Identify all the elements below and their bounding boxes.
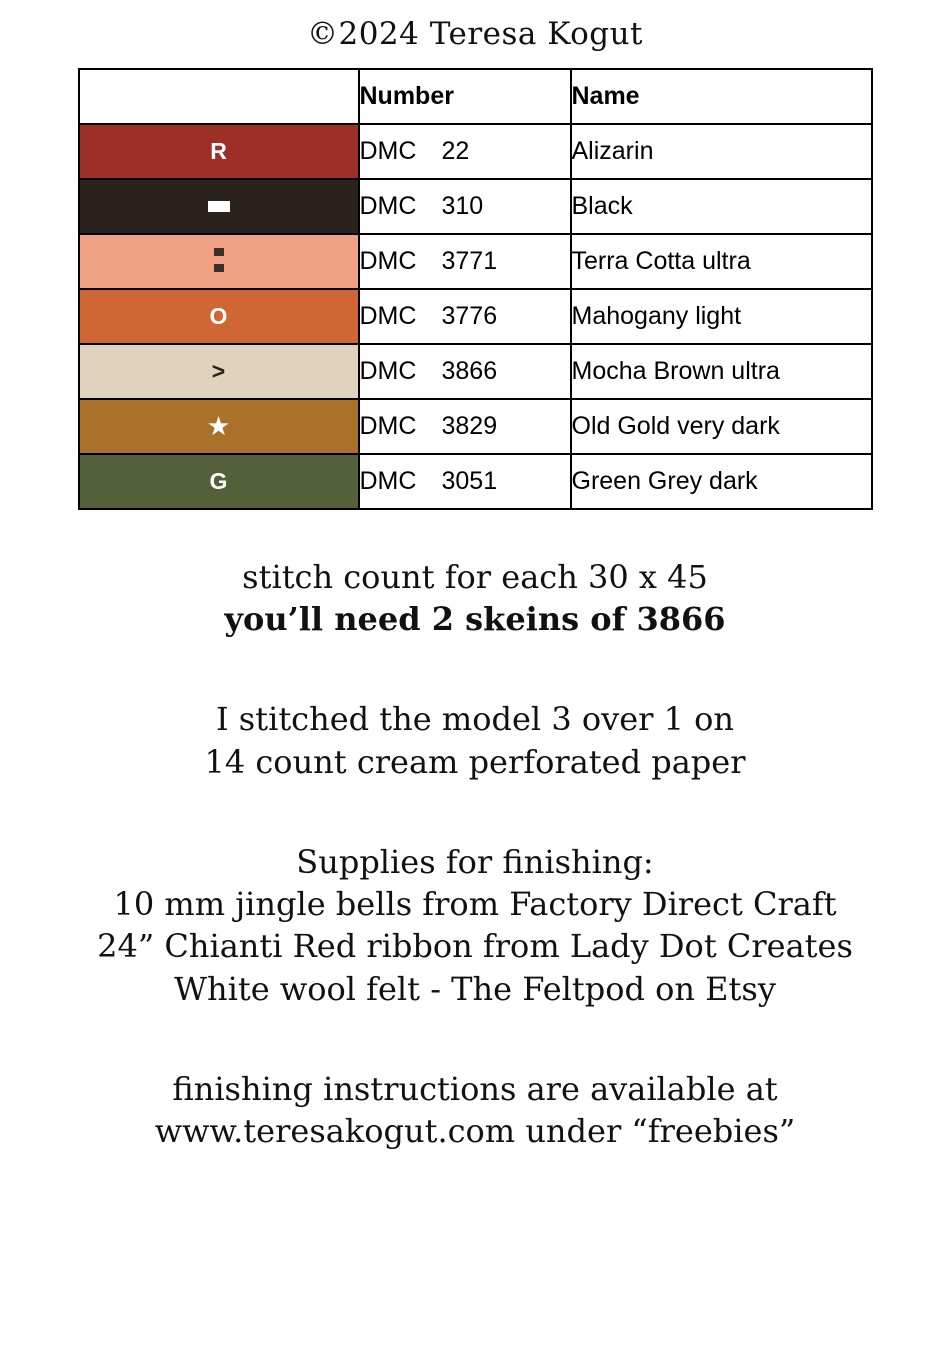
model-line-1: I stitched the model 3 over 1 on xyxy=(215,700,734,739)
floss-number-cell xyxy=(359,234,571,289)
floss-number: 3866 xyxy=(441,357,498,385)
symbol-glyph: ★ xyxy=(208,413,229,439)
stitch-count-line: stitch count for each 30 x 45 xyxy=(242,558,708,596)
table-row xyxy=(79,454,872,509)
color-swatch-cell xyxy=(79,344,359,399)
floss-number: 3776 xyxy=(441,302,498,330)
stitch-count-block xyxy=(0,556,950,640)
table-row xyxy=(79,289,872,344)
floss-number-cell xyxy=(359,344,571,399)
table-row xyxy=(79,179,872,234)
color-swatch-cell xyxy=(79,179,359,234)
floss-number: 3829 xyxy=(441,412,498,440)
supplies-line-2: 24” Chianti Red ribbon from Lady Dot Creates xyxy=(97,927,853,966)
table-row xyxy=(79,399,872,454)
color-swatch-cell xyxy=(79,454,359,509)
floss-name-cell: Terra Cotta ultra xyxy=(571,234,872,289)
color-swatch-cell xyxy=(79,289,359,344)
floss-number: 22 xyxy=(441,137,470,165)
symbol-colon-icon xyxy=(214,248,224,272)
floss-brand: DMC xyxy=(359,302,417,330)
color-swatch-cell xyxy=(79,399,359,454)
floss-brand: DMC xyxy=(359,357,417,385)
model-block xyxy=(0,698,950,782)
floss-legend-table-wrapper xyxy=(78,68,873,510)
finishing-block xyxy=(0,1068,950,1152)
table-row xyxy=(79,124,872,179)
supplies-heading: Supplies for finishing: xyxy=(296,842,654,881)
finishing-line-1: finishing instructions are available at xyxy=(172,1069,778,1108)
floss-number: 3051 xyxy=(441,467,498,495)
floss-number: 310 xyxy=(441,192,484,220)
table-header-row xyxy=(79,69,872,124)
skeins-line: you’ll need 2 skeins of 3866 xyxy=(224,600,726,639)
symbol-glyph: O xyxy=(209,303,228,329)
symbol-rectangle-icon xyxy=(208,201,230,212)
floss-number-cell xyxy=(359,289,571,344)
floss-name-cell: Black xyxy=(571,179,872,234)
supplies-block xyxy=(0,841,950,1010)
floss-number-cell xyxy=(359,454,571,509)
floss-name-cell: Alizarin xyxy=(571,124,872,179)
floss-number-cell xyxy=(359,124,571,179)
floss-brand: DMC xyxy=(359,247,417,275)
floss-number-cell xyxy=(359,179,571,234)
copyright-notice: ©2024 Teresa Kogut xyxy=(306,16,644,52)
floss-name-cell: Old Gold very dark xyxy=(571,399,872,454)
floss-number: 3771 xyxy=(441,247,498,275)
floss-name-cell: Mocha Brown ultra xyxy=(571,344,872,399)
header-number: Number xyxy=(359,69,571,124)
color-swatch-cell xyxy=(79,234,359,289)
supplies-line-3: White wool felt - The Feltpod on Etsy xyxy=(174,969,776,1008)
table-row xyxy=(79,234,872,289)
floss-legend-table xyxy=(78,68,873,510)
table-row xyxy=(79,344,872,399)
symbol-glyph: R xyxy=(210,138,227,164)
model-line-2: 14 count cream perforated paper xyxy=(204,742,746,781)
finishing-line-2: www.teresakogut.com under “freebies” xyxy=(154,1112,796,1151)
floss-brand: DMC xyxy=(359,192,417,220)
floss-number-cell xyxy=(359,399,571,454)
color-swatch-cell xyxy=(79,124,359,179)
floss-name-cell: Mahogany light xyxy=(571,289,872,344)
floss-name-cell: Green Grey dark xyxy=(571,454,872,509)
symbol-glyph: > xyxy=(211,358,226,384)
supplies-line-1: 10 mm jingle bells from Factory Direct Craft xyxy=(113,885,837,924)
floss-brand: DMC xyxy=(359,412,417,440)
symbol-glyph: G xyxy=(209,468,228,494)
floss-brand: DMC xyxy=(359,137,417,165)
floss-brand: DMC xyxy=(359,467,417,495)
header-name: Name xyxy=(571,69,872,124)
header-swatch-blank xyxy=(79,69,359,124)
